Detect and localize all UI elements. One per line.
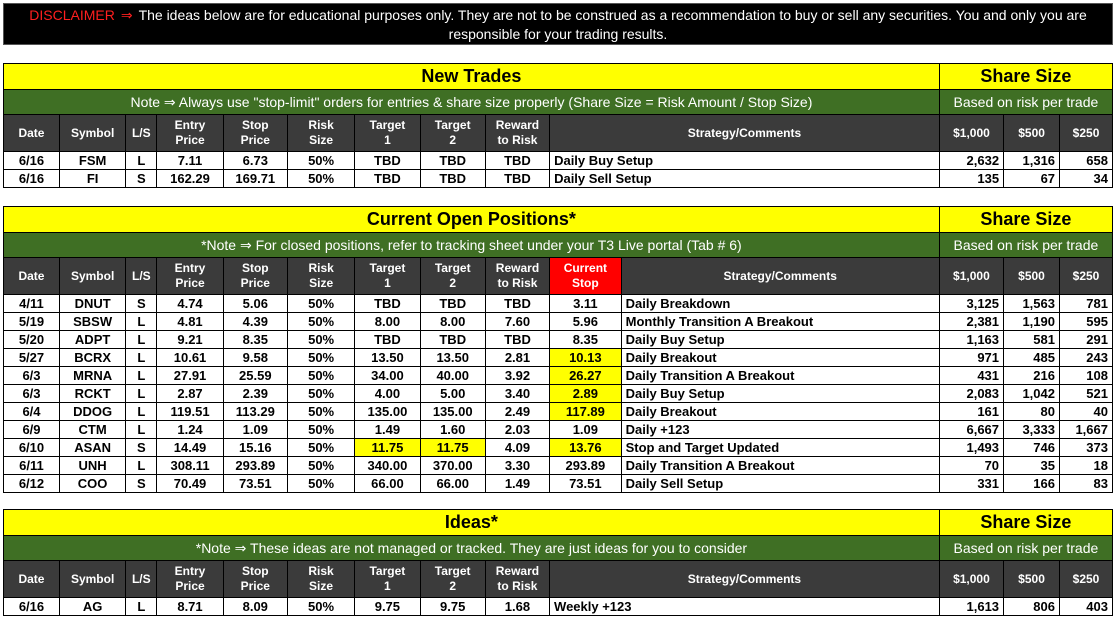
section-note: *Note ⇒ These ideas are not managed or tracked. They are just ideas for you to consider bbox=[4, 536, 940, 561]
cell-strategy: Daily Breakdown bbox=[621, 295, 939, 313]
open-positions-table bbox=[3, 206, 1113, 493]
cell-s250: 243 bbox=[1059, 349, 1112, 367]
cell-strategy: Weekly +123 bbox=[550, 598, 940, 616]
cell-stop: 25.59 bbox=[223, 367, 287, 385]
disclaimer-banner bbox=[3, 3, 1113, 45]
cell-s1000: 70 bbox=[939, 457, 1003, 475]
cell-strategy: Daily Breakout bbox=[621, 403, 939, 421]
cell-cs: 73.51 bbox=[550, 475, 622, 493]
cell-cs: 8.35 bbox=[550, 331, 622, 349]
cell-ls: L bbox=[126, 313, 157, 331]
cell-date: 6/9 bbox=[4, 421, 60, 439]
cell-stop: 293.89 bbox=[223, 457, 287, 475]
cell-entry: 9.21 bbox=[157, 331, 223, 349]
cell-date: 6/4 bbox=[4, 403, 60, 421]
cell-t1: 34.00 bbox=[355, 367, 420, 385]
cell-s500: 1,042 bbox=[1004, 385, 1060, 403]
cell-ls: L bbox=[126, 598, 157, 616]
cell-s500: 67 bbox=[1004, 170, 1060, 188]
share-size-title: Share Size bbox=[939, 510, 1112, 536]
col-stop: Stop Price bbox=[223, 115, 287, 152]
col-ls: L/S bbox=[126, 258, 157, 295]
share-size-note: Based on risk per trade bbox=[939, 233, 1112, 258]
cell-risk: 50% bbox=[287, 349, 354, 367]
cell-t2: TBD bbox=[420, 170, 485, 188]
cell-t2: 66.00 bbox=[420, 475, 485, 493]
cell-risk: 50% bbox=[287, 295, 354, 313]
cell-t2: TBD bbox=[420, 331, 485, 349]
section-note: Note ⇒ Always use "stop-limit" orders for entries & share size properly (Share Size = Risk Amount / Stop Size) bbox=[4, 90, 940, 115]
cell-t1: 11.75 bbox=[355, 439, 420, 457]
cell-s500: 166 bbox=[1004, 475, 1060, 493]
cell-rr: 2.81 bbox=[485, 349, 549, 367]
cell-s250: 1,667 bbox=[1059, 421, 1112, 439]
col-size-500: $500 bbox=[1004, 561, 1060, 598]
cell-stop: 113.29 bbox=[223, 403, 287, 421]
cell-t2: 1.60 bbox=[420, 421, 485, 439]
cell-risk: 50% bbox=[287, 331, 354, 349]
cell-t1: 13.50 bbox=[355, 349, 420, 367]
cell-risk: 50% bbox=[287, 421, 354, 439]
cell-rr: 2.49 bbox=[485, 403, 549, 421]
cell-rr: 2.03 bbox=[485, 421, 549, 439]
cell-s500: 1,190 bbox=[1004, 313, 1060, 331]
cell-s1000: 2,632 bbox=[939, 152, 1003, 170]
cell-entry: 1.24 bbox=[157, 421, 223, 439]
cell-s250: 658 bbox=[1060, 152, 1113, 170]
cell-s1000: 431 bbox=[939, 367, 1003, 385]
cell-date: 5/19 bbox=[4, 313, 60, 331]
cell-rr: TBD bbox=[485, 331, 549, 349]
share-size-note: Based on risk per trade bbox=[939, 90, 1112, 115]
table-row bbox=[4, 313, 1113, 331]
cell-risk: 50% bbox=[287, 598, 354, 616]
cell-risk: 50% bbox=[287, 403, 354, 421]
cell-entry: 4.74 bbox=[157, 295, 223, 313]
cell-rr: 1.49 bbox=[485, 475, 549, 493]
share-size-title: Share Size bbox=[939, 207, 1112, 233]
cell-symbol: AG bbox=[59, 598, 125, 616]
cell-cs: 1.09 bbox=[550, 421, 622, 439]
table-row bbox=[4, 367, 1113, 385]
new-trades-section bbox=[3, 63, 1113, 188]
open-positions-section bbox=[3, 206, 1113, 493]
cell-symbol: COO bbox=[59, 475, 125, 493]
col-size-250: $250 bbox=[1060, 561, 1113, 598]
cell-cs: 10.13 bbox=[550, 349, 622, 367]
cell-entry: 4.81 bbox=[157, 313, 223, 331]
cell-s500: 485 bbox=[1004, 349, 1060, 367]
table-row bbox=[4, 421, 1113, 439]
cell-stop: 73.51 bbox=[223, 475, 287, 493]
ideas-table bbox=[3, 509, 1113, 616]
cell-ls: L bbox=[126, 331, 157, 349]
cell-rr: TBD bbox=[485, 152, 549, 170]
section-note: *Note ⇒ For closed positions, refer to tracking sheet under your T3 Live portal (Tab # 6) bbox=[4, 233, 940, 258]
cell-s1000: 6,667 bbox=[939, 421, 1003, 439]
disclaimer-text: The ideas below are for educational purposes only. They are not to be construed as a recommendation to buy or sell any securities. You and only you are responsible for your trading results. bbox=[138, 7, 1087, 42]
cell-s250: 34 bbox=[1060, 170, 1113, 188]
cell-stop: 6.73 bbox=[223, 152, 287, 170]
col-risk: Risk Size bbox=[287, 561, 354, 598]
cell-s250: 403 bbox=[1060, 598, 1113, 616]
cell-t2: 40.00 bbox=[420, 367, 485, 385]
cell-risk: 50% bbox=[287, 475, 354, 493]
cell-s1000: 1,613 bbox=[939, 598, 1003, 616]
cell-entry: 8.71 bbox=[157, 598, 223, 616]
cell-rr: 3.30 bbox=[485, 457, 549, 475]
cell-t2: TBD bbox=[420, 295, 485, 313]
col-stop: Stop Price bbox=[223, 561, 287, 598]
section-title: Current Open Positions* bbox=[4, 207, 940, 233]
cell-s500: 1,563 bbox=[1004, 295, 1060, 313]
cell-s250: 373 bbox=[1059, 439, 1112, 457]
col-size-250: $250 bbox=[1059, 258, 1112, 295]
cell-t2: 5.00 bbox=[420, 385, 485, 403]
table-row bbox=[4, 385, 1113, 403]
col-strategy: Strategy/Comments bbox=[550, 561, 940, 598]
table-row bbox=[4, 457, 1113, 475]
cell-s500: 806 bbox=[1004, 598, 1060, 616]
col-symbol: Symbol bbox=[59, 115, 125, 152]
cell-s500: 3,333 bbox=[1004, 421, 1060, 439]
col-reward-risk: Reward to Risk bbox=[485, 115, 549, 152]
cell-cs: 2.89 bbox=[550, 385, 622, 403]
cell-s250: 18 bbox=[1059, 457, 1112, 475]
cell-symbol: MRNA bbox=[59, 367, 125, 385]
col-reward-risk: Reward to Risk bbox=[485, 561, 549, 598]
col-entry: Entry Price bbox=[157, 561, 223, 598]
col-size-1000: $1,000 bbox=[939, 115, 1003, 152]
cell-stop: 4.39 bbox=[223, 313, 287, 331]
cell-entry: 162.29 bbox=[157, 170, 223, 188]
cell-rr: 1.68 bbox=[485, 598, 549, 616]
cell-symbol: DDOG bbox=[59, 403, 125, 421]
col-date: Date bbox=[4, 561, 60, 598]
col-ls: L/S bbox=[126, 561, 157, 598]
cell-strategy: Daily Buy Setup bbox=[621, 331, 939, 349]
cell-ls: S bbox=[126, 475, 157, 493]
cell-date: 6/16 bbox=[4, 152, 60, 170]
cell-date: 6/3 bbox=[4, 367, 60, 385]
cell-entry: 2.87 bbox=[157, 385, 223, 403]
cell-entry: 14.49 bbox=[157, 439, 223, 457]
col-strategy: Strategy/Comments bbox=[550, 115, 940, 152]
cell-strategy: Daily Buy Setup bbox=[550, 152, 940, 170]
cell-s1000: 161 bbox=[939, 403, 1003, 421]
cell-ls: L bbox=[126, 152, 157, 170]
cell-risk: 50% bbox=[287, 152, 354, 170]
col-size-500: $500 bbox=[1004, 115, 1060, 152]
cell-ls: L bbox=[126, 457, 157, 475]
cell-date: 6/12 bbox=[4, 475, 60, 493]
cell-ls: S bbox=[126, 295, 157, 313]
cell-s1000: 135 bbox=[939, 170, 1003, 188]
cell-symbol: CTM bbox=[59, 421, 125, 439]
cell-risk: 50% bbox=[287, 367, 354, 385]
table-row bbox=[4, 349, 1113, 367]
col-risk: Risk Size bbox=[287, 258, 354, 295]
cell-cs: 3.11 bbox=[550, 295, 622, 313]
new-trades-table bbox=[3, 63, 1113, 188]
cell-stop: 8.35 bbox=[223, 331, 287, 349]
cell-ls: L bbox=[126, 349, 157, 367]
cell-entry: 308.11 bbox=[157, 457, 223, 475]
col-reward-risk: Reward to Risk bbox=[485, 258, 549, 295]
cell-s500: 746 bbox=[1004, 439, 1060, 457]
cell-s250: 108 bbox=[1059, 367, 1112, 385]
cell-rr: TBD bbox=[485, 170, 549, 188]
col-size-500: $500 bbox=[1004, 258, 1060, 295]
col-target1: Target 1 bbox=[355, 258, 420, 295]
cell-cs: 293.89 bbox=[550, 457, 622, 475]
cell-ls: L bbox=[126, 403, 157, 421]
cell-t1: TBD bbox=[355, 331, 420, 349]
cell-entry: 27.91 bbox=[157, 367, 223, 385]
cell-s1000: 2,083 bbox=[939, 385, 1003, 403]
cell-t1: 4.00 bbox=[355, 385, 420, 403]
cell-strategy: Daily Breakout bbox=[621, 349, 939, 367]
cell-stop: 169.71 bbox=[223, 170, 287, 188]
cell-s1000: 331 bbox=[939, 475, 1003, 493]
table-row bbox=[4, 170, 1113, 188]
cell-risk: 50% bbox=[287, 170, 354, 188]
cell-t2: 8.00 bbox=[420, 313, 485, 331]
cell-stop: 15.16 bbox=[223, 439, 287, 457]
cell-date: 6/3 bbox=[4, 385, 60, 403]
disclaimer-label: DISCLAIMER bbox=[29, 7, 115, 23]
cell-symbol: FSM bbox=[59, 152, 125, 170]
cell-date: 5/20 bbox=[4, 331, 60, 349]
cell-t2: TBD bbox=[420, 152, 485, 170]
table-row bbox=[4, 152, 1113, 170]
cell-s1000: 971 bbox=[939, 349, 1003, 367]
cell-t1: TBD bbox=[355, 295, 420, 313]
col-target1: Target 1 bbox=[355, 561, 420, 598]
col-entry: Entry Price bbox=[157, 115, 223, 152]
cell-symbol: SBSW bbox=[59, 313, 125, 331]
cell-t1: 1.49 bbox=[355, 421, 420, 439]
cell-ls: L bbox=[126, 367, 157, 385]
cell-stop: 9.58 bbox=[223, 349, 287, 367]
cell-date: 6/16 bbox=[4, 170, 60, 188]
cell-cs: 5.96 bbox=[550, 313, 622, 331]
section-title: Ideas* bbox=[4, 510, 940, 536]
cell-rr: 3.92 bbox=[485, 367, 549, 385]
cell-entry: 119.51 bbox=[157, 403, 223, 421]
cell-strategy: Daily Sell Setup bbox=[621, 475, 939, 493]
table-row bbox=[4, 439, 1113, 457]
ideas-section bbox=[3, 509, 1113, 616]
cell-stop: 5.06 bbox=[223, 295, 287, 313]
col-entry: Entry Price bbox=[157, 258, 223, 295]
cell-s250: 83 bbox=[1059, 475, 1112, 493]
share-size-title: Share Size bbox=[939, 64, 1112, 90]
cell-symbol: UNH bbox=[59, 457, 125, 475]
share-size-note: Based on risk per trade bbox=[939, 536, 1112, 561]
cell-ls: S bbox=[126, 439, 157, 457]
cell-t1: 66.00 bbox=[355, 475, 420, 493]
cell-s250: 595 bbox=[1059, 313, 1112, 331]
col-risk: Risk Size bbox=[287, 115, 354, 152]
cell-t1: TBD bbox=[355, 152, 420, 170]
cell-rr: 3.40 bbox=[485, 385, 549, 403]
cell-s1000: 1,493 bbox=[939, 439, 1003, 457]
col-size-250: $250 bbox=[1060, 115, 1113, 152]
cell-t1: TBD bbox=[355, 170, 420, 188]
cell-ls: L bbox=[126, 421, 157, 439]
cell-symbol: BCRX bbox=[59, 349, 125, 367]
col-current-stop: Current Stop bbox=[550, 258, 622, 295]
cell-risk: 50% bbox=[287, 457, 354, 475]
col-strategy: Strategy/Comments bbox=[621, 258, 939, 295]
cell-risk: 50% bbox=[287, 439, 354, 457]
cell-date: 6/16 bbox=[4, 598, 60, 616]
cell-ls: S bbox=[126, 170, 157, 188]
cell-symbol: FI bbox=[59, 170, 125, 188]
cell-date: 4/11 bbox=[4, 295, 60, 313]
cell-date: 5/27 bbox=[4, 349, 60, 367]
cell-s250: 40 bbox=[1059, 403, 1112, 421]
cell-symbol: ADPT bbox=[59, 331, 125, 349]
cell-s500: 80 bbox=[1004, 403, 1060, 421]
cell-rr: 7.60 bbox=[485, 313, 549, 331]
col-symbol: Symbol bbox=[59, 258, 125, 295]
cell-t2: 11.75 bbox=[420, 439, 485, 457]
table-row bbox=[4, 295, 1113, 313]
cell-strategy: Daily Buy Setup bbox=[621, 385, 939, 403]
cell-s250: 291 bbox=[1059, 331, 1112, 349]
cell-t1: 135.00 bbox=[355, 403, 420, 421]
cell-t1: 8.00 bbox=[355, 313, 420, 331]
cell-t1: 9.75 bbox=[355, 598, 420, 616]
cell-s1000: 3,125 bbox=[939, 295, 1003, 313]
cell-strategy: Daily +123 bbox=[621, 421, 939, 439]
cell-entry: 10.61 bbox=[157, 349, 223, 367]
arrow-icon: ⇒ bbox=[120, 7, 133, 23]
table-row bbox=[4, 331, 1113, 349]
section-title: New Trades bbox=[4, 64, 940, 90]
cell-entry: 7.11 bbox=[157, 152, 223, 170]
cell-t2: 9.75 bbox=[420, 598, 485, 616]
table-row bbox=[4, 475, 1113, 493]
col-target2: Target 2 bbox=[420, 115, 485, 152]
col-size-1000: $1,000 bbox=[939, 561, 1003, 598]
cell-strategy: Daily Transition A Breakout bbox=[621, 367, 939, 385]
table-row bbox=[4, 403, 1113, 421]
cell-symbol: ASAN bbox=[59, 439, 125, 457]
col-size-1000: $1,000 bbox=[939, 258, 1003, 295]
cell-ls: L bbox=[126, 385, 157, 403]
cell-strategy: Daily Transition A Breakout bbox=[621, 457, 939, 475]
cell-s1000: 1,163 bbox=[939, 331, 1003, 349]
cell-stop: 2.39 bbox=[223, 385, 287, 403]
cell-stop: 8.09 bbox=[223, 598, 287, 616]
col-target2: Target 2 bbox=[420, 561, 485, 598]
cell-s500: 216 bbox=[1004, 367, 1060, 385]
cell-s500: 35 bbox=[1004, 457, 1060, 475]
cell-strategy: Monthly Transition A Breakout bbox=[621, 313, 939, 331]
table-row bbox=[4, 598, 1113, 616]
col-date: Date bbox=[4, 258, 60, 295]
cell-cs: 117.89 bbox=[550, 403, 622, 421]
cell-cs: 13.76 bbox=[550, 439, 622, 457]
cell-risk: 50% bbox=[287, 385, 354, 403]
col-stop: Stop Price bbox=[223, 258, 287, 295]
cell-rr: TBD bbox=[485, 295, 549, 313]
cell-s250: 781 bbox=[1059, 295, 1112, 313]
cell-t2: 13.50 bbox=[420, 349, 485, 367]
cell-date: 6/10 bbox=[4, 439, 60, 457]
cell-t1: 340.00 bbox=[355, 457, 420, 475]
col-symbol: Symbol bbox=[59, 561, 125, 598]
cell-rr: 4.09 bbox=[485, 439, 549, 457]
cell-symbol: RCKT bbox=[59, 385, 125, 403]
cell-entry: 70.49 bbox=[157, 475, 223, 493]
cell-s250: 521 bbox=[1059, 385, 1112, 403]
cell-t2: 135.00 bbox=[420, 403, 485, 421]
cell-s500: 1,316 bbox=[1004, 152, 1060, 170]
col-ls: L/S bbox=[126, 115, 157, 152]
cell-strategy: Daily Sell Setup bbox=[550, 170, 940, 188]
col-date: Date bbox=[4, 115, 60, 152]
cell-risk: 50% bbox=[287, 313, 354, 331]
cell-date: 6/11 bbox=[4, 457, 60, 475]
cell-cs: 26.27 bbox=[550, 367, 622, 385]
cell-symbol: DNUT bbox=[59, 295, 125, 313]
cell-t2: 370.00 bbox=[420, 457, 485, 475]
cell-s1000: 2,381 bbox=[939, 313, 1003, 331]
cell-stop: 1.09 bbox=[223, 421, 287, 439]
col-target2: Target 2 bbox=[420, 258, 485, 295]
cell-strategy: Stop and Target Updated bbox=[621, 439, 939, 457]
cell-s500: 581 bbox=[1004, 331, 1060, 349]
col-target1: Target 1 bbox=[355, 115, 420, 152]
